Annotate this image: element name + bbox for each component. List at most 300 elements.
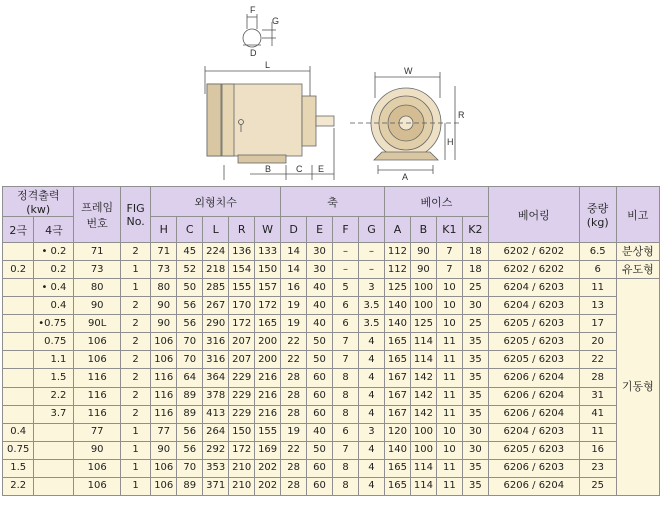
cell-b: 114: [410, 333, 436, 351]
cell-g: 4: [359, 369, 385, 387]
cell-remarks: 분상형: [616, 243, 659, 261]
header-G: G: [359, 217, 385, 243]
dim-label-L: L: [265, 60, 271, 70]
motor-dimension-drawings: [0, 0, 662, 185]
cell-c: 45: [177, 243, 203, 261]
cell-w: 216: [255, 369, 281, 387]
cell-bearing: 6205 / 6203: [488, 351, 579, 369]
cell-w: 202: [255, 477, 281, 495]
dim-label-W: W: [404, 66, 413, 76]
cell-r: 210: [229, 477, 255, 495]
cell-p4: 1.5: [34, 369, 74, 387]
cell-p4: • 0.2: [34, 243, 74, 261]
cell-p2: [3, 405, 34, 423]
cell-k1: 10: [436, 423, 462, 441]
cell-weight: 11: [579, 279, 616, 297]
header-pole4: 4극: [34, 217, 74, 243]
cell-f: 7: [333, 333, 359, 351]
cell-w: 155: [255, 423, 281, 441]
cell-l: 292: [203, 441, 229, 459]
dim-label-F: F: [250, 5, 256, 15]
cell-frame: 116: [74, 405, 121, 423]
header-weight-label: 중량: [587, 202, 609, 215]
cell-c: 89: [177, 387, 203, 405]
cell-c: 64: [177, 369, 203, 387]
cell-a: 165: [384, 477, 410, 495]
cell-a: 167: [384, 387, 410, 405]
cell-b: 100: [410, 441, 436, 459]
cell-c: 50: [177, 279, 203, 297]
cell-a: 165: [384, 333, 410, 351]
cell-k2: 30: [462, 297, 488, 315]
cell-r: 229: [229, 405, 255, 423]
cell-h: 116: [151, 387, 177, 405]
header-fig-no: No.: [126, 214, 145, 228]
cell-f: 8: [333, 387, 359, 405]
header-B: B: [410, 217, 436, 243]
cell-h: 90: [151, 315, 177, 333]
table-row: [3, 279, 660, 297]
cell-fig: 2: [120, 243, 150, 261]
cell-g: 3: [359, 279, 385, 297]
table-row: [3, 261, 660, 279]
cell-d: 22: [281, 351, 307, 369]
cell-p2: [3, 315, 34, 333]
header-fig-label: FIG: [126, 201, 145, 215]
cell-e: 60: [307, 387, 333, 405]
header-shaft: 축: [281, 187, 385, 217]
cell-g: 3.5: [359, 297, 385, 315]
cell-l: 264: [203, 423, 229, 441]
motor-spec-table: [2, 186, 660, 496]
cell-h: 80: [151, 279, 177, 297]
cell-d: 28: [281, 405, 307, 423]
cell-h: 90: [151, 297, 177, 315]
cell-k2: 35: [462, 369, 488, 387]
cell-w: 165: [255, 315, 281, 333]
cell-e: 40: [307, 315, 333, 333]
cell-frame: 116: [74, 369, 121, 387]
cell-frame: 116: [74, 387, 121, 405]
cell-h: 106: [151, 459, 177, 477]
cell-e: 50: [307, 441, 333, 459]
cell-p4: 0.2: [34, 261, 74, 279]
cell-k1: 11: [436, 477, 462, 495]
header-base: 베이스: [384, 187, 488, 217]
cell-f: 8: [333, 369, 359, 387]
cell-e: 60: [307, 477, 333, 495]
cell-d: 19: [281, 315, 307, 333]
table-row: [3, 459, 660, 477]
cell-l: 218: [203, 261, 229, 279]
cell-f: 6: [333, 423, 359, 441]
cell-frame: 90L: [74, 315, 121, 333]
cell-f: 7: [333, 441, 359, 459]
cell-d: 14: [281, 261, 307, 279]
table-row: [3, 387, 660, 405]
header-H: H: [151, 217, 177, 243]
cell-weight: 16: [579, 441, 616, 459]
cell-p2: 1.5: [3, 459, 34, 477]
dim-label-H: H: [447, 137, 454, 147]
cell-l: 224: [203, 243, 229, 261]
cell-d: 28: [281, 477, 307, 495]
cell-k1: 10: [436, 279, 462, 297]
cell-k2: 35: [462, 477, 488, 495]
dim-label-R: R: [458, 110, 465, 120]
cell-g: 3: [359, 423, 385, 441]
cell-b: 142: [410, 387, 436, 405]
cell-r: 154: [229, 261, 255, 279]
cell-frame: 106: [74, 459, 121, 477]
cell-r: 207: [229, 333, 255, 351]
header-E: E: [307, 217, 333, 243]
cell-weight: 22: [579, 351, 616, 369]
header-F: F: [333, 217, 359, 243]
header-L: L: [203, 217, 229, 243]
cell-b: 100: [410, 297, 436, 315]
table-body: [3, 243, 660, 496]
cell-b: 114: [410, 351, 436, 369]
table-row: [3, 423, 660, 441]
cell-a: 140: [384, 297, 410, 315]
cell-b: 114: [410, 477, 436, 495]
cell-p2: [3, 369, 34, 387]
cell-k1: 11: [436, 333, 462, 351]
header-rated-output: [3, 187, 74, 217]
table-header: [3, 187, 660, 243]
cell-k1: 11: [436, 405, 462, 423]
cell-fig: 1: [120, 441, 150, 459]
cell-g: 4: [359, 441, 385, 459]
dim-label-B: B: [265, 164, 272, 174]
dim-label-C: C: [296, 164, 303, 174]
header-W: W: [255, 217, 281, 243]
cell-h: 71: [151, 243, 177, 261]
cell-w: 200: [255, 351, 281, 369]
dim-label-E: E: [318, 164, 325, 174]
cell-bearing: 6206 / 6203: [488, 459, 579, 477]
cell-k2: 25: [462, 315, 488, 333]
header-C: C: [177, 217, 203, 243]
cell-p2: [3, 387, 34, 405]
table-row: [3, 441, 660, 459]
cell-k1: 11: [436, 387, 462, 405]
header-K1: K1: [436, 217, 462, 243]
header-frame-no: 번호: [86, 216, 108, 230]
cell-d: 19: [281, 423, 307, 441]
cell-e: 60: [307, 369, 333, 387]
cell-r: 229: [229, 387, 255, 405]
cell-r: 210: [229, 459, 255, 477]
cell-c: 52: [177, 261, 203, 279]
dim-label-A: A: [402, 172, 409, 182]
cell-k1: 10: [436, 297, 462, 315]
cell-c: 70: [177, 351, 203, 369]
cell-p2: 0.4: [3, 423, 34, 441]
cell-f: 7: [333, 351, 359, 369]
cell-d: 16: [281, 279, 307, 297]
motor-front-view-drawing: [350, 72, 460, 174]
dim-label-D: D: [250, 48, 257, 58]
cell-b: 114: [410, 459, 436, 477]
cell-weight: 23: [579, 459, 616, 477]
cell-a: 140: [384, 441, 410, 459]
cell-c: 56: [177, 315, 203, 333]
table-row: [3, 315, 660, 333]
cell-a: 167: [384, 369, 410, 387]
cell-weight: 6.5: [579, 243, 616, 261]
cell-c: 89: [177, 477, 203, 495]
header-weight-unit: (kg): [586, 216, 609, 229]
cell-c: 70: [177, 333, 203, 351]
cell-e: 60: [307, 405, 333, 423]
cell-l: 285: [203, 279, 229, 297]
header-bearing: 베어링: [488, 187, 579, 243]
cell-e: 40: [307, 423, 333, 441]
cell-h: 106: [151, 333, 177, 351]
cell-a: 112: [384, 243, 410, 261]
cell-bearing: 6205 / 6203: [488, 333, 579, 351]
cell-e: 60: [307, 459, 333, 477]
cell-e: 30: [307, 243, 333, 261]
cell-r: 136: [229, 243, 255, 261]
table-row: [3, 243, 660, 261]
cell-a: 125: [384, 279, 410, 297]
cell-l: 316: [203, 351, 229, 369]
cell-p2: [3, 297, 34, 315]
cell-weight: 28: [579, 369, 616, 387]
cell-l: 267: [203, 297, 229, 315]
table-row: [3, 477, 660, 495]
cell-h: 90: [151, 441, 177, 459]
cell-bearing: 6205 / 6203: [488, 315, 579, 333]
cell-l: 371: [203, 477, 229, 495]
header-fig: [120, 187, 150, 243]
cell-b: 90: [410, 261, 436, 279]
cell-g: 4: [359, 459, 385, 477]
cell-b: 142: [410, 369, 436, 387]
cell-weight: 11: [579, 423, 616, 441]
cell-p4: 3.7: [34, 405, 74, 423]
cell-h: 106: [151, 477, 177, 495]
cell-k2: 35: [462, 459, 488, 477]
cell-g: –: [359, 243, 385, 261]
cell-k1: 10: [436, 315, 462, 333]
cell-p4: 1.1: [34, 351, 74, 369]
cell-b: 100: [410, 423, 436, 441]
cell-p4: • 0.4: [34, 279, 74, 297]
cell-f: 8: [333, 477, 359, 495]
cell-e: 50: [307, 351, 333, 369]
cell-a: 120: [384, 423, 410, 441]
cell-h: 116: [151, 405, 177, 423]
cell-h: 116: [151, 369, 177, 387]
cell-k2: 35: [462, 387, 488, 405]
cell-k1: 11: [436, 369, 462, 387]
cell-w: 133: [255, 243, 281, 261]
cell-fig: 1: [120, 477, 150, 495]
cell-h: 77: [151, 423, 177, 441]
cell-r: 207: [229, 351, 255, 369]
header-frame: [74, 187, 121, 243]
motor-side-view-drawing: [205, 66, 334, 180]
header-rated-output-label: 정격출력: [16, 189, 60, 202]
cell-bearing: 6206 / 6204: [488, 405, 579, 423]
cell-p2: 0.2: [3, 261, 34, 279]
header-D: D: [281, 217, 307, 243]
cell-a: 167: [384, 405, 410, 423]
header-remarks: 비고: [616, 187, 659, 243]
cell-bearing: 6206 / 6204: [488, 387, 579, 405]
cell-fig: 2: [120, 351, 150, 369]
cell-fig: 2: [120, 405, 150, 423]
cell-w: 150: [255, 261, 281, 279]
cell-fig: 1: [120, 459, 150, 477]
cell-l: 316: [203, 333, 229, 351]
cell-weight: 20: [579, 333, 616, 351]
cell-weight: 6: [579, 261, 616, 279]
cell-frame: 71: [74, 243, 121, 261]
cell-d: 22: [281, 441, 307, 459]
cell-p4: 2.2: [34, 387, 74, 405]
cell-fig: 2: [120, 333, 150, 351]
cell-weight: 13: [579, 297, 616, 315]
cell-k2: 30: [462, 441, 488, 459]
cell-d: 28: [281, 387, 307, 405]
cell-g: 4: [359, 387, 385, 405]
cell-h: 73: [151, 261, 177, 279]
cell-g: 3.5: [359, 315, 385, 333]
cell-bearing: 6205 / 6203: [488, 441, 579, 459]
table-row: [3, 333, 660, 351]
cell-f: 8: [333, 405, 359, 423]
cell-l: 413: [203, 405, 229, 423]
cell-l: 364: [203, 369, 229, 387]
table-row: [3, 405, 660, 423]
cell-g: 4: [359, 333, 385, 351]
cell-c: 70: [177, 459, 203, 477]
cell-r: 172: [229, 315, 255, 333]
cell-r: 150: [229, 423, 255, 441]
cell-w: 216: [255, 405, 281, 423]
cell-p2: [3, 243, 34, 261]
cell-k1: 10: [436, 441, 462, 459]
cell-g: –: [359, 261, 385, 279]
cell-a: 165: [384, 351, 410, 369]
table-row: [3, 297, 660, 315]
header-pole2: 2극: [3, 217, 34, 243]
cell-c: 56: [177, 423, 203, 441]
cell-k1: 7: [436, 261, 462, 279]
cell-weight: 31: [579, 387, 616, 405]
cell-f: 6: [333, 315, 359, 333]
cell-bearing: 6202 / 6202: [488, 261, 579, 279]
cell-r: 229: [229, 369, 255, 387]
cell-c: 89: [177, 405, 203, 423]
cell-w: 202: [255, 459, 281, 477]
cell-c: 56: [177, 297, 203, 315]
cell-k2: 18: [462, 261, 488, 279]
cell-k1: 11: [436, 351, 462, 369]
cell-fig: 2: [120, 297, 150, 315]
cell-k2: 25: [462, 279, 488, 297]
cell-k1: 7: [436, 243, 462, 261]
cell-a: 165: [384, 459, 410, 477]
header-outer-dims: 외형치수: [151, 187, 281, 217]
cell-r: 172: [229, 441, 255, 459]
cell-f: –: [333, 243, 359, 261]
cell-p4: [34, 441, 74, 459]
cell-d: 14: [281, 243, 307, 261]
cell-f: 5: [333, 279, 359, 297]
cell-fig: 1: [120, 423, 150, 441]
cell-frame: 73: [74, 261, 121, 279]
cell-e: 50: [307, 333, 333, 351]
cell-f: 6: [333, 297, 359, 315]
cell-e: 40: [307, 297, 333, 315]
cell-p2: 2.2: [3, 477, 34, 495]
cell-frame: 106: [74, 351, 121, 369]
cell-p2: [3, 333, 34, 351]
cell-frame: 77: [74, 423, 121, 441]
cell-frame: 106: [74, 477, 121, 495]
cell-bearing: 6206 / 6204: [488, 477, 579, 495]
cell-w: 169: [255, 441, 281, 459]
cell-bearing: 6204 / 6203: [488, 423, 579, 441]
cell-g: 4: [359, 405, 385, 423]
cell-k2: 35: [462, 351, 488, 369]
cell-l: 353: [203, 459, 229, 477]
cell-c: 56: [177, 441, 203, 459]
cell-p4: 0.75: [34, 333, 74, 351]
cell-d: 19: [281, 297, 307, 315]
cell-d: 22: [281, 333, 307, 351]
cell-weight: 41: [579, 405, 616, 423]
cell-p4: [34, 477, 74, 495]
cell-p2: [3, 351, 34, 369]
cell-b: 125: [410, 315, 436, 333]
cell-fig: 2: [120, 315, 150, 333]
table-row: [3, 351, 660, 369]
cell-bearing: 6204 / 6203: [488, 297, 579, 315]
header-frame-label: 프레임: [81, 200, 114, 214]
cell-p4: [34, 459, 74, 477]
cell-k2: 35: [462, 405, 488, 423]
cell-a: 140: [384, 315, 410, 333]
cell-fig: 1: [120, 279, 150, 297]
cell-g: 4: [359, 351, 385, 369]
cell-f: 8: [333, 459, 359, 477]
cell-b: 142: [410, 405, 436, 423]
cell-g: 4: [359, 477, 385, 495]
cell-k2: 30: [462, 423, 488, 441]
cell-p4: [34, 423, 74, 441]
cell-k1: 11: [436, 459, 462, 477]
cell-w: 200: [255, 333, 281, 351]
cell-frame: 80: [74, 279, 121, 297]
cell-w: 172: [255, 297, 281, 315]
dim-label-G: G: [272, 16, 280, 26]
cell-frame: 106: [74, 333, 121, 351]
cell-l: 290: [203, 315, 229, 333]
cell-bearing: 6206 / 6204: [488, 369, 579, 387]
cell-p2: [3, 279, 34, 297]
cell-weight: 17: [579, 315, 616, 333]
header-A: A: [384, 217, 410, 243]
cell-frame: 90: [74, 297, 121, 315]
cell-r: 170: [229, 297, 255, 315]
